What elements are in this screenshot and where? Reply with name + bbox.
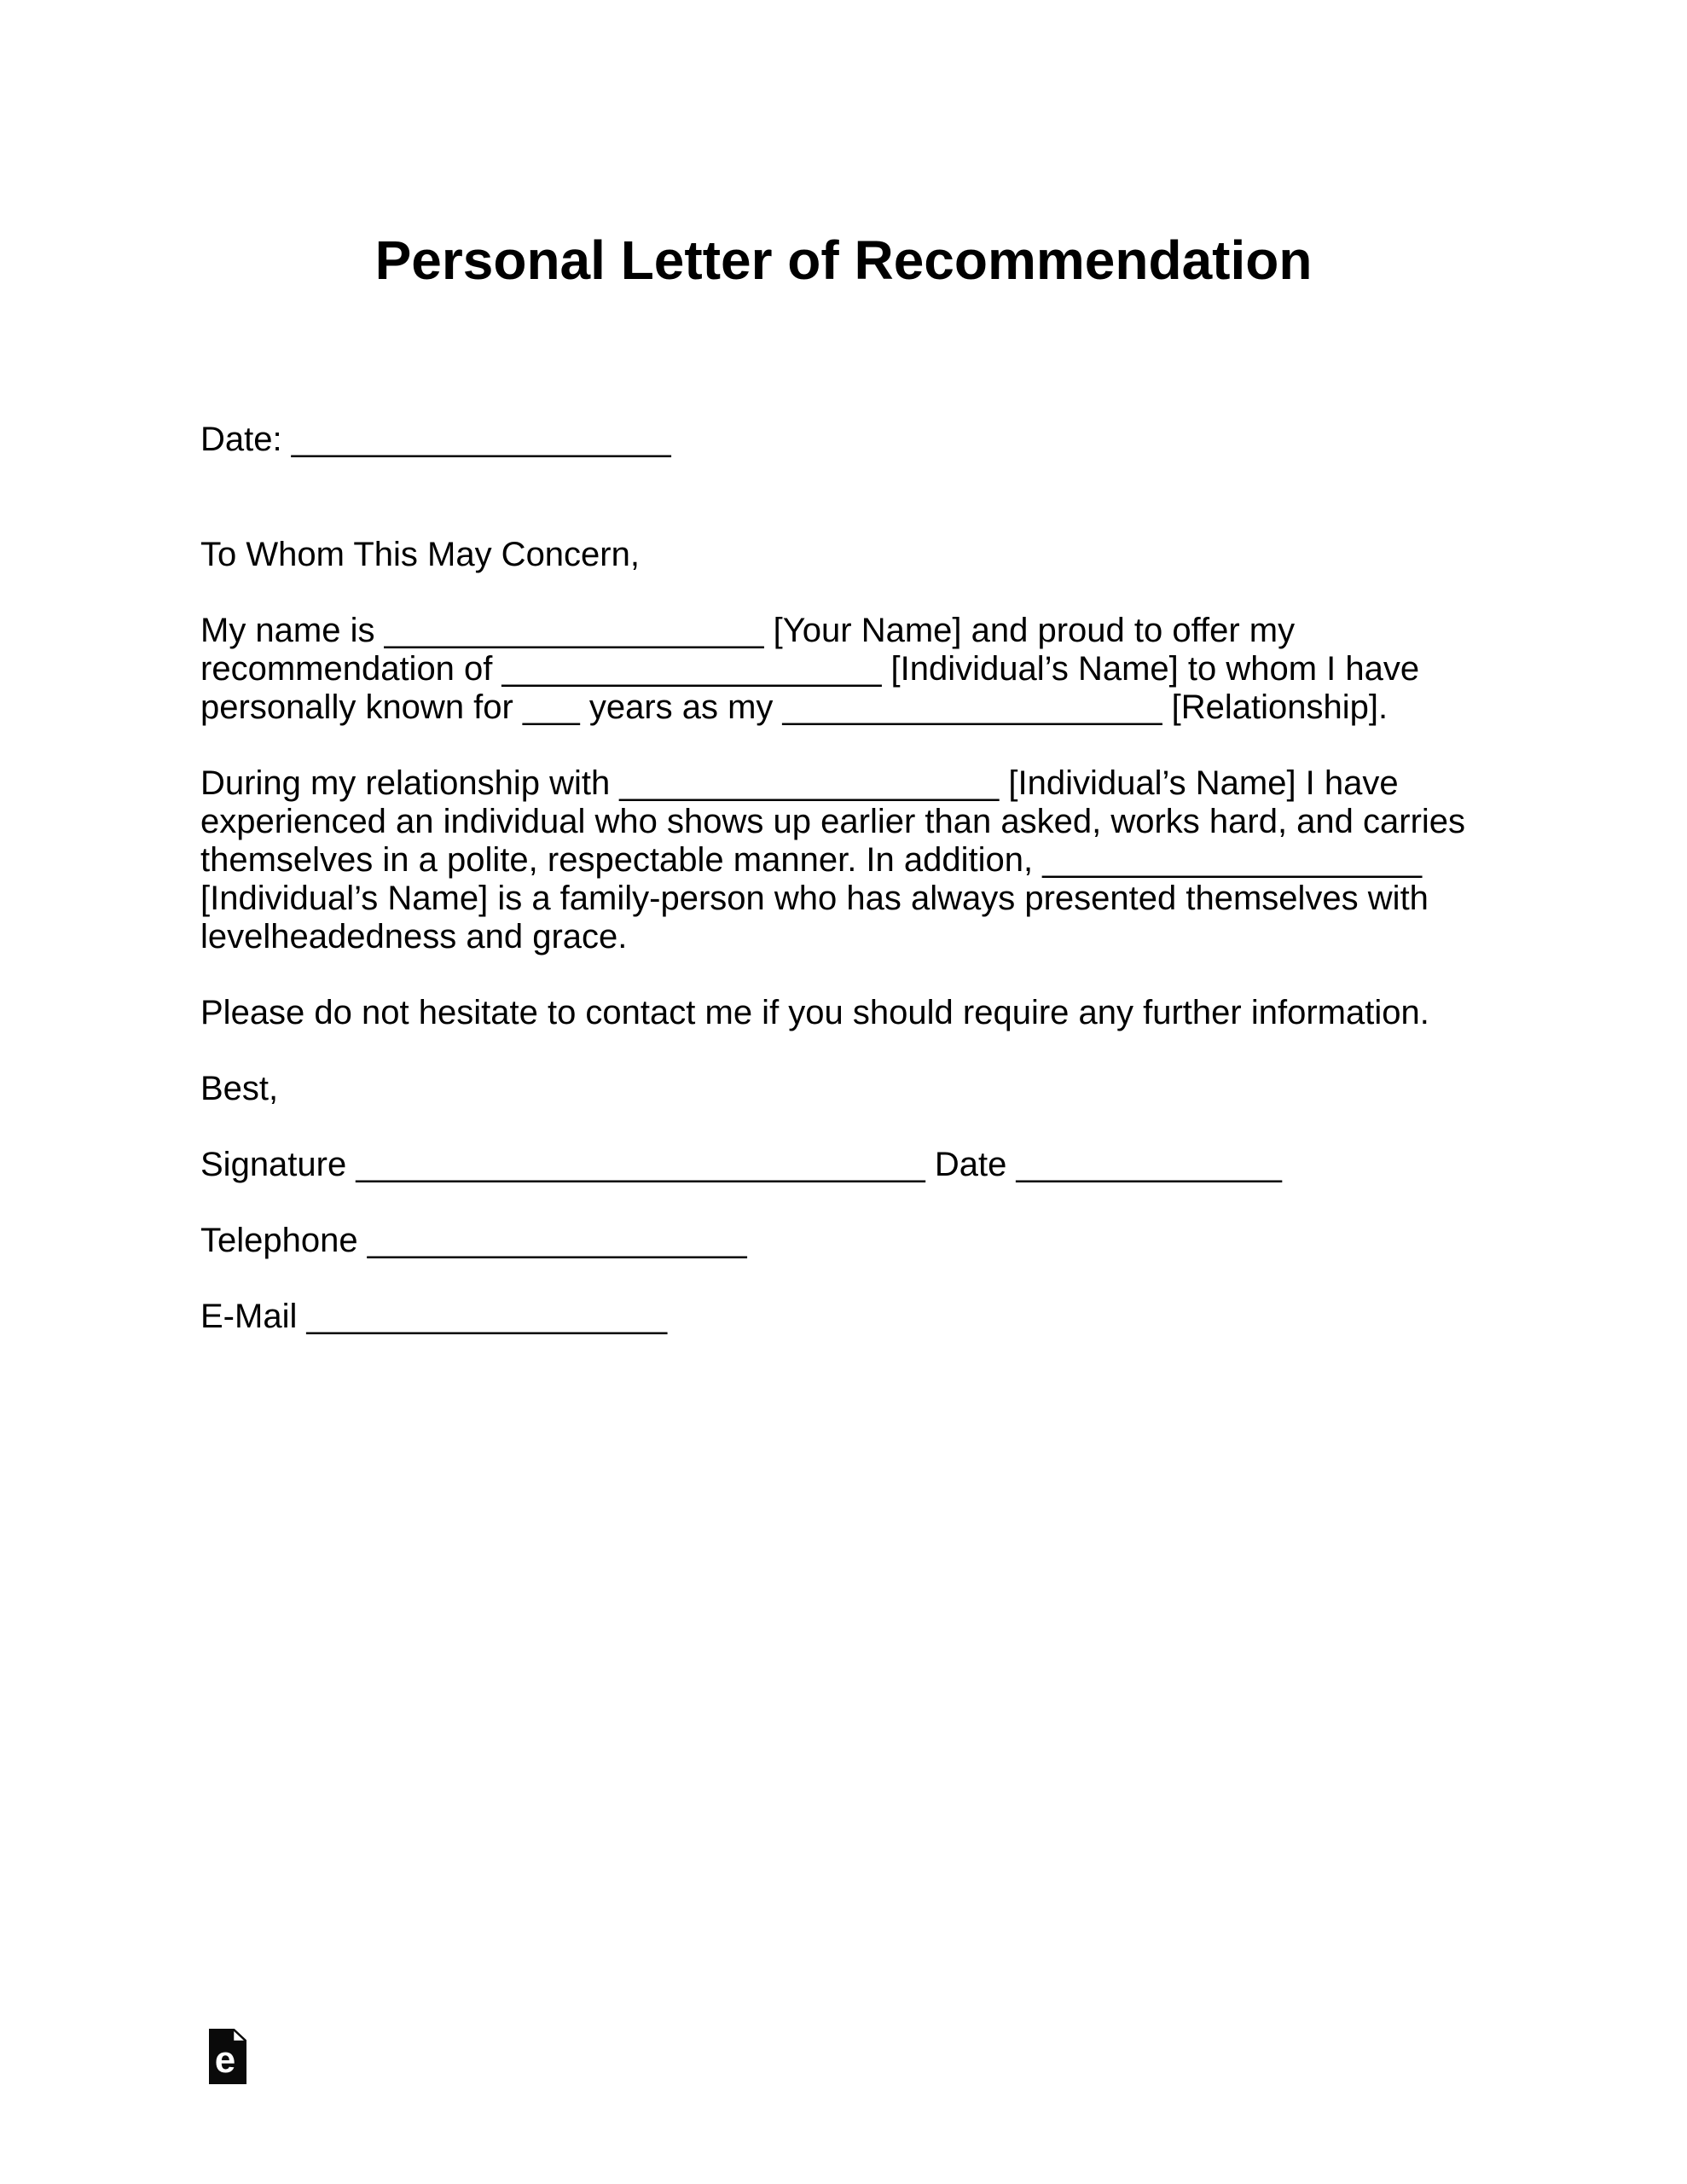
text-line: [Individual’s Name] is a family-person who has always presented themselves with bbox=[200, 880, 1429, 917]
signature-field-line: Signature ______________________________ Date ______________ bbox=[200, 1146, 1282, 1183]
logo-letter: e bbox=[214, 2039, 236, 2081]
text-line: levelheadedness and grace. bbox=[200, 918, 628, 956]
text-line: experienced an individual who shows up earlier than asked, works hard, and carries bbox=[200, 803, 1466, 840]
document-page-icon bbox=[209, 2029, 246, 2084]
text-line: My name is ____________________ [Your Name] and proud to offer my bbox=[200, 612, 1296, 649]
email-field-line: E-Mail ___________________ bbox=[200, 1298, 668, 1335]
text-line: themselves in a polite, respectable manner. In addition, ____________________ bbox=[200, 841, 1423, 879]
paragraph-introduction bbox=[200, 612, 1687, 727]
date-field-line: Date: ____________________ bbox=[200, 421, 671, 458]
eforms-logo bbox=[209, 2029, 246, 2084]
closing-line: Please do not hesitate to contact me if you should require any further information. bbox=[200, 994, 1429, 1031]
valediction: Best, bbox=[200, 1070, 279, 1107]
text-line: recommendation of ____________________ [Individual’s Name] to whom I have bbox=[200, 650, 1420, 688]
paragraph-relationship bbox=[200, 764, 1687, 956]
telephone-field-line: Telephone ____________________ bbox=[200, 1222, 747, 1259]
salutation: To Whom This May Concern, bbox=[200, 536, 640, 573]
text-line: During my relationship with ____________________ [Individual’s Name] I have bbox=[200, 764, 1399, 802]
text-line: personally known for ___ years as my ____________________ [Relationship]. bbox=[200, 688, 1388, 726]
page-title: Personal Letter of Recommendation bbox=[374, 229, 1313, 291]
